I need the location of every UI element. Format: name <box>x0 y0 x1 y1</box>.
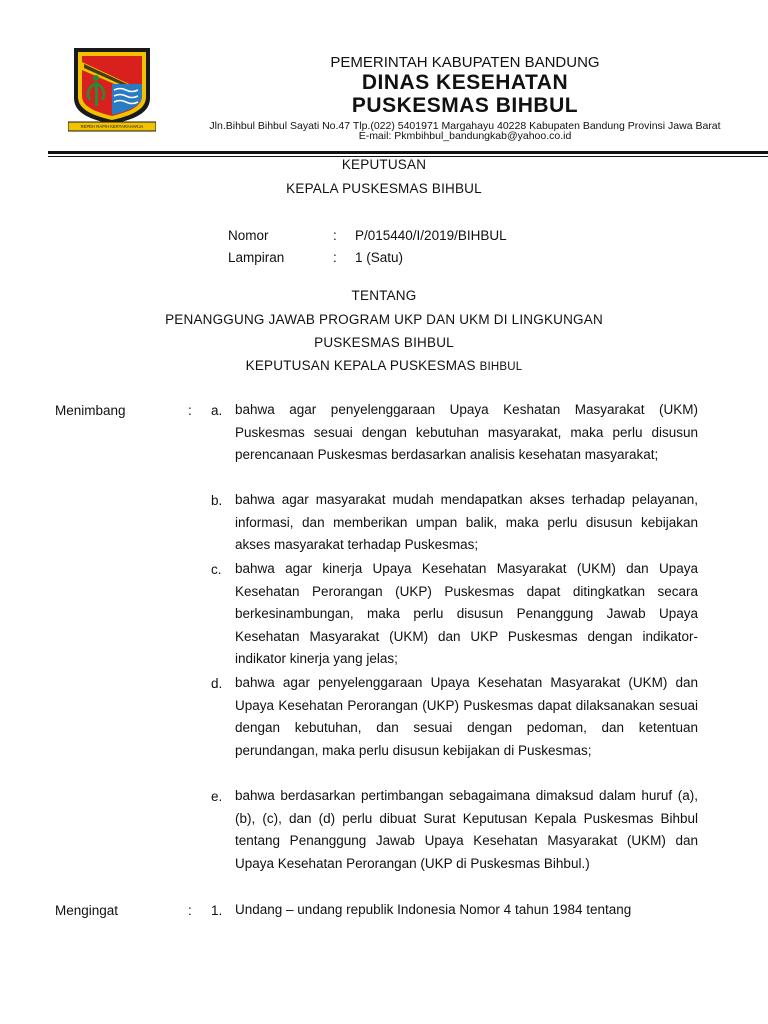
letterhead-email: E-mail: Pkmbihbul_bandungkab@yahoo.co.id <box>358 130 572 142</box>
mengingat-marker-1: 1. <box>211 903 223 918</box>
subject-line-3-small: BIHBUL <box>479 361 523 373</box>
subject-line-3-main: KEPUTUSAN KEPALA PUSKESMAS <box>245 358 476 373</box>
mengingat-label: Mengingat <box>55 903 119 918</box>
menimbang-marker-d: d. <box>211 676 223 691</box>
letterhead-puskesmas: PUSKESMAS BIHBUL <box>351 94 579 117</box>
logo-motto: REPEH RAPIH KERTARAHARJA <box>80 124 144 129</box>
menimbang-item-c: bahwa agar kinerja Upaya Kesehatan Masyarakat (UKM) dan Upaya Kesehatan Perorangan (UKP) Puskesmas dapat ditingkatkan secara berkesinambungan, maka perlu disusun Penanggung Jawab Upaya Kesehatan Masyarakat (UKM) dan UKP Puskesmas dengan indikator-indikator kinerja yang jelas; <box>235 561 698 667</box>
menimbang-marker-a: a. <box>211 403 223 418</box>
mengingat-item-1: Undang – undang republik Indonesia Nomor 4 tahun 1984 tentang <box>235 902 632 917</box>
menimbang-marker-b: b. <box>211 493 223 508</box>
menimbang-label: Menimbang <box>55 403 126 418</box>
menimbang-item-d: bahwa agar penyelenggaraan Upaya Kesehatan Masyarakat (UKM) dan Upaya Kesehatan Perorangan (UKP) Puskesmas dapat dilaksanakan sesuai dengan kebutuhan, dan sesuai dengan pedoman, dan ketentuan perundangan, maka perlu disusun kebijakan di Puskesmas; <box>235 675 698 758</box>
decree-issuer: KEPALA PUSKESMAS BIHBUL <box>286 181 482 196</box>
menimbang-item-b: bahwa agar masyarakat mudah mendapatkan akses terhadap pelayanan, informasi, dan memberikan umpan balik, maka perlu disusun kebijakan akses masyarakat terhadap Puskesmas; <box>235 492 698 553</box>
menimbang-marker-c: c. <box>211 562 222 577</box>
tentang-heading: TENTANG <box>351 288 417 303</box>
nomor-value: P/015440/I/2019/BIHBUL <box>355 228 507 243</box>
menimbang-marker-e: e. <box>211 789 223 804</box>
decree-title: KEPUTUSAN <box>341 157 427 172</box>
lampiran-label: Lampiran <box>228 250 285 265</box>
nomor-colon: : <box>333 228 337 243</box>
letterhead-divider-thick <box>48 151 768 154</box>
menimbang-colon: : <box>188 403 192 418</box>
subject-line-1: PENANGGUNG JAWAB PROGRAM UKP DAN UKM DI LINGKUNGAN <box>165 312 603 327</box>
mengingat-colon: : <box>188 903 192 918</box>
lampiran-value: 1 (Satu) <box>355 250 404 265</box>
letterhead-address: Jln.Bihbul Bihbul Sayati No.47 Tlp.(022) 5401971 Margahayu 40228 Kabupaten Bandung Provinsi Jawa Barat <box>209 120 721 132</box>
menimbang-item-e: bahwa berdasarkan pertimbangan sebagaimana dimaksud dalam huruf (a), (b), (c), dan (d) perlu dibuat Surat Keputusan Kepala Puskesmas Bihbul tentang Penanggung Jawab Upaya Kesehatan Masyarakat (UKM) dan Upaya Kesehatan Perorangan (UKP di Puskesmas Bihbul.) <box>235 788 698 871</box>
subject-line-2: PUSKESMAS BIHBUL <box>314 335 454 350</box>
menimbang-item-a: bahwa agar penyelenggaraan Upaya Keshatan Masyarakat (UKM) Puskesmas sesuai dengan kebutuhan masyarakat, maka perlu disusun perencanaan Puskesmas berdasarkan analisis kesehatan masyarakat; <box>235 402 698 463</box>
letterhead-department: DINAS KESEHATAN <box>361 71 569 94</box>
subject-line-3 <box>0 358 768 373</box>
nomor-label: Nomor <box>228 228 269 243</box>
letterhead-government: PEMERINTAH KABUPATEN BANDUNG <box>330 54 600 71</box>
kabupaten-bandung-logo <box>68 44 156 134</box>
lampiran-colon: : <box>333 250 337 265</box>
